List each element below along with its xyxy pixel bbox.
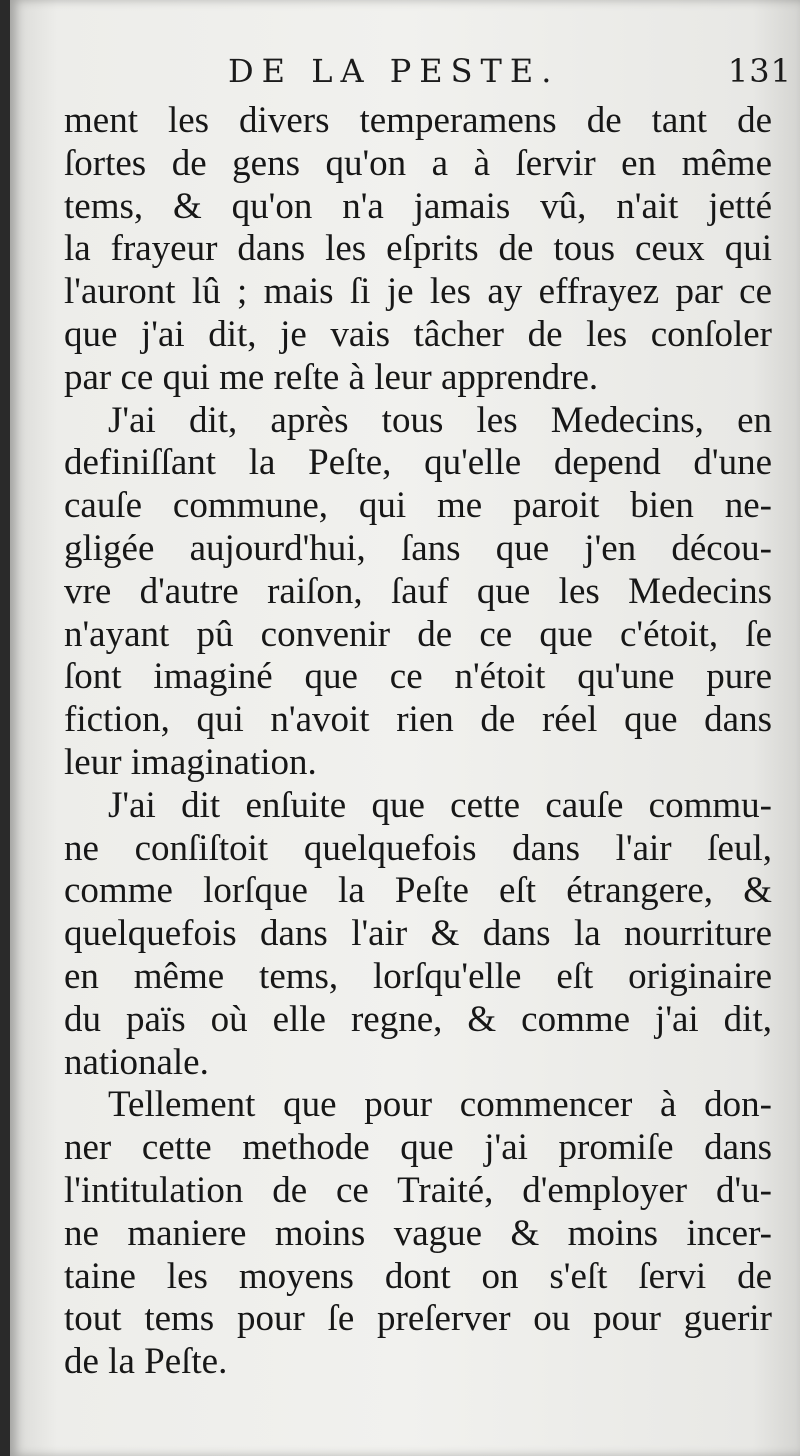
paragraph xyxy=(64,400,772,785)
text-line: ner cette methode que j'ai promiſe dans xyxy=(64,1127,772,1169)
text-line: ſortes de gens qu'on a à ſervir en même xyxy=(64,142,772,184)
text-line: taine les moyens dont on s'eſt ſervi de xyxy=(64,1255,772,1297)
text-line: vre d'autre raiſon, ſauf que les Medecins xyxy=(64,570,772,612)
page-number: 131 xyxy=(727,52,792,90)
text-line: n'ayant pû convenir de ce que c'étoit, ſe xyxy=(64,613,772,655)
text-line: l'intitulation de ce Traité, d'employer d'u- xyxy=(64,1169,772,1211)
paragraph xyxy=(64,785,772,1085)
text-line: Tellement que pour commencer à don- xyxy=(108,1084,772,1126)
text-line: definiſſant la Peſte, qu'elle depend d'une xyxy=(64,442,772,484)
text-line: comme lorſque la Peſte eſt étrangere, & xyxy=(64,870,772,912)
text-line: en même tems, lorſqu'elle eſt originaire xyxy=(64,955,772,997)
text-line: l'auront lû ; mais ſi je les ay effrayez par ce xyxy=(64,271,772,313)
text-line: gligée aujourd'hui, ſans que j'en décou- xyxy=(64,527,772,569)
text-line: fiction, qui n'avoit rien de réel que dans xyxy=(64,699,772,741)
text-line: ſont imaginé que ce n'étoit qu'une pure xyxy=(64,656,772,698)
text-line: par ce qui me reſte à leur apprendre. xyxy=(64,356,599,398)
text-line: J'ai dit enſuite que cette cauſe commu- xyxy=(108,784,772,826)
running-title: DE LA PESTE. xyxy=(228,52,560,90)
paragraph xyxy=(64,100,772,400)
book-page xyxy=(10,0,800,1456)
text-line: leur imagination. xyxy=(64,741,317,783)
paragraph xyxy=(64,1084,772,1384)
text-line: cauſe commune, qui me paroit bien ne- xyxy=(64,485,772,527)
text-line: ment les divers temperamens de tant de xyxy=(64,100,772,141)
text-line: la frayeur dans les eſprits de tous ceux qui xyxy=(64,228,772,270)
text-line: ne maniere moins vague & moins incer- xyxy=(64,1212,772,1254)
running-head xyxy=(10,52,800,96)
body-text xyxy=(64,100,772,1384)
text-line: que j'ai dit, je vais tâcher de les conſoler xyxy=(64,313,772,355)
text-line: J'ai dit, après tous les Medecins, en xyxy=(108,399,772,441)
text-line: ne conſiſtoit quelquefois dans l'air ſeul, xyxy=(64,827,772,869)
text-line: du païs où elle regne, & comme j'ai dit, xyxy=(64,998,772,1040)
text-line: nationale. xyxy=(64,1041,209,1083)
text-line: tout tems pour ſe preſerver ou pour guerir xyxy=(64,1298,772,1340)
text-line: quelquefois dans l'air & dans la nourriture xyxy=(64,913,772,955)
text-line: tems, & qu'on n'a jamais vû, n'ait jetté xyxy=(64,185,772,227)
text-line: de la Peſte. xyxy=(64,1341,228,1383)
